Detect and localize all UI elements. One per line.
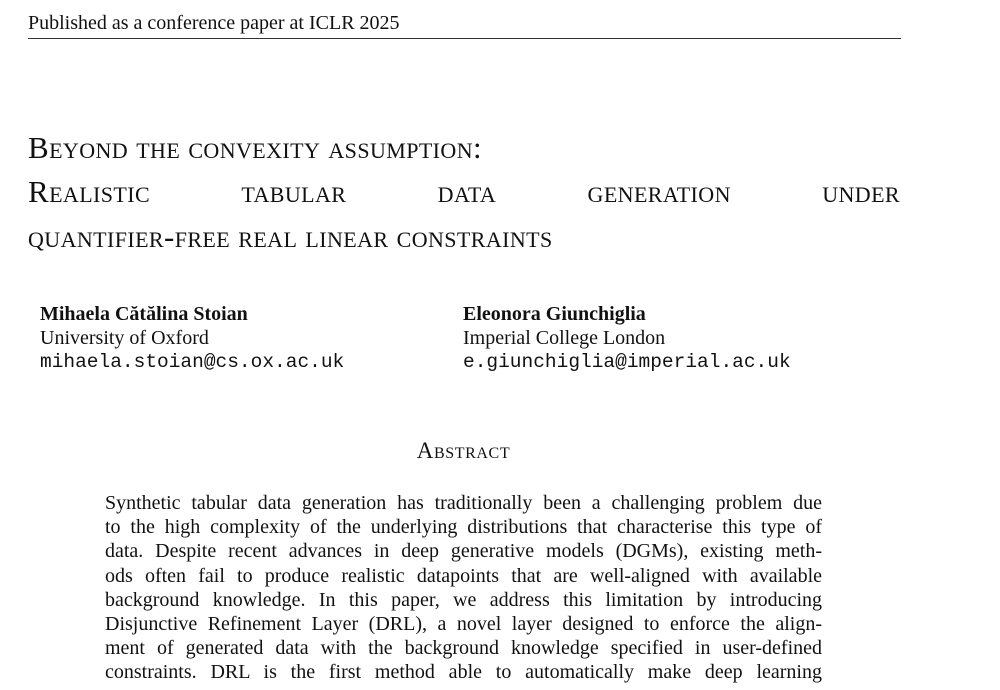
running-header: Published as a conference paper at ICLR 2025 — [28, 12, 400, 34]
abstract-line: ment of generated data with the background knowledge specified in user-defined — [105, 637, 822, 660]
header-rule — [28, 38, 901, 39]
abstract-line: data. Despite recent advances in deep generative models (DGMs), existing meth- — [105, 540, 822, 563]
abstract-heading: Abstract — [416, 438, 511, 463]
author-affiliation: University of Oxford — [40, 327, 209, 349]
abstract-line: background knowledge. In this paper, we address this limitation by introducing — [105, 588, 822, 611]
author-block — [463, 302, 791, 374]
author-name: Mihaela Cătălina Stoian — [40, 303, 248, 325]
author-email[interactable]: e.giunchiglia@imperial.ac.uk — [463, 351, 791, 373]
author-email[interactable]: mihaela.stoian@cs.ox.ac.uk — [40, 351, 345, 373]
abstract-line: Synthetic tabular data generation has traditionally been a challenging problem due — [105, 492, 822, 514]
title-line-2: Realistic tabular data generation under — [28, 174, 900, 209]
abstract-line: ods often fail to produce realistic datapoints that are well-aligned with available — [105, 564, 822, 587]
abstract-line: constraints. DRL is the first method able to automatically make deep learning — [105, 661, 822, 684]
author-name: Eleonora Giunchiglia — [463, 303, 646, 325]
title-line-3: quantifier-free real linear constraints — [28, 219, 553, 254]
author-block — [40, 302, 344, 374]
abstract-body — [105, 491, 822, 685]
abstract-line: to the high complexity of the underlying distributions that characterise this type of — [105, 516, 822, 539]
title-line-1: Beyond the convexity assumption: — [28, 130, 482, 165]
abstract-line: Disjunctive Refinement Layer (DRL), a novel layer designed to enforce the align- — [105, 612, 822, 635]
author-affiliation: Imperial College London — [463, 327, 666, 349]
